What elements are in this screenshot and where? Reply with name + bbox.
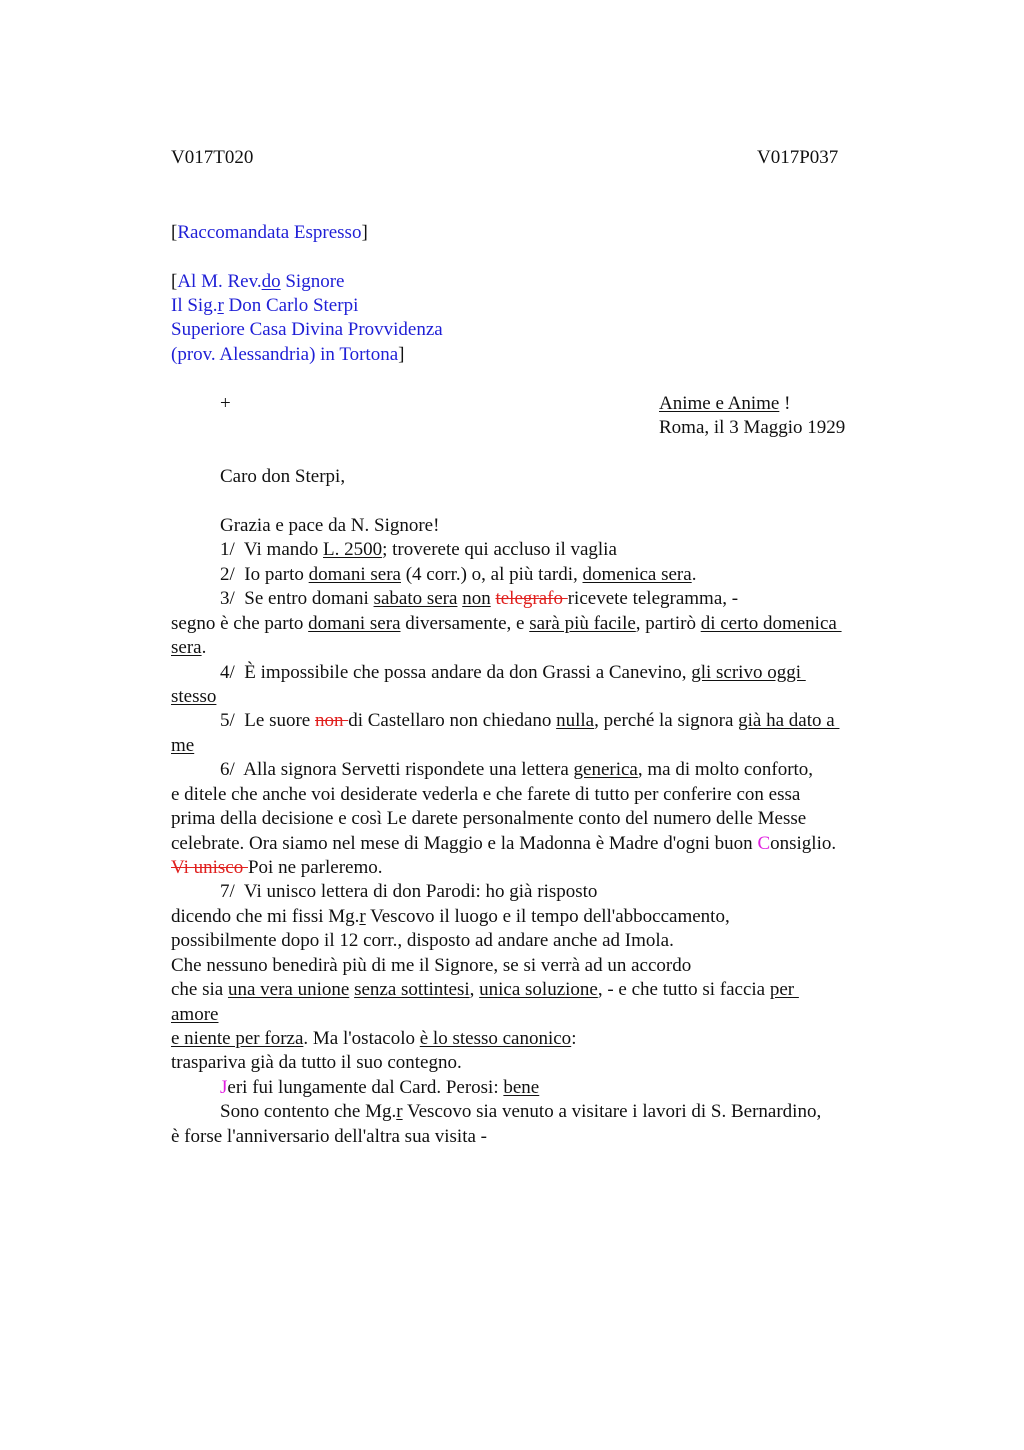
archive-code-right: V017P037	[757, 147, 839, 168]
paragraph-bernardino-line-1: Sono contento che Mg.r Vescovo sia venuto a visitare i lavori di S. Bernardino,	[220, 1101, 822, 1122]
address-line-4: (prov. Alessandria) in Tortona]	[171, 344, 405, 365]
cross-sign: +	[220, 393, 231, 414]
point-7-line-1: 7/ Vi unisco lettera di don Parodi: ho già risposto	[220, 881, 598, 902]
envelope-type: [Raccomandata Espresso]	[171, 222, 368, 243]
point-5-line-2: me	[171, 735, 195, 756]
point-6-line-5: Vi unisco Poi ne parleremo.	[171, 857, 383, 878]
point-7-line-4: Che nessuno benedirà più di me il Signore, se si verrà ad un accordo	[171, 955, 692, 976]
point-5-line-1: 5/ Le suore non di Castellaro non chiedano nulla, perché la signora già ha dato a	[220, 710, 840, 731]
archive-code-left: V017T020	[171, 147, 254, 168]
point-6-line-2: e ditele che anche voi desiderate vederla e che farete di tutto per conferire con essa	[171, 784, 801, 805]
greeting: Grazia e pace da N. Signore!	[220, 515, 440, 536]
deleted-word: telegrafo	[495, 588, 568, 609]
point-6-line-1: 6/ Alla signora Servetti rispondete una lettera generica, ma di molto conforto,	[220, 759, 814, 780]
place-date: Roma, il 3 Maggio 1929	[659, 417, 846, 438]
point-3-line-1: 3/ Se entro domani sabato sera non telegrafo ricevete telegramma, -	[220, 588, 739, 609]
point-6-line-4: celebrate. Ora siamo nel mese di Maggio e la Madonna è Madre d'ogni buon Consiglio.	[171, 833, 837, 854]
point-7-line-7: e niente per forza. Ma l'ostacolo è lo stesso canonico:	[171, 1028, 577, 1049]
salutation: Caro don Sterpi,	[220, 466, 346, 487]
point-4-line-2: stesso	[171, 686, 217, 707]
deleted-phrase: Vi unisco	[171, 857, 248, 878]
point-7-line-3: possibilmente dopo il 12 corr., disposto ad andare anche ad Imola.	[171, 930, 674, 951]
point-7-line-8: traspariva già da tutto il suo contegno.	[171, 1052, 462, 1073]
point-7-line-6: amore	[171, 1004, 219, 1025]
point-7-line-5: che sia una vera unione senza sottintesi, unica soluzione, - e che tutto si faccia per	[171, 979, 799, 1000]
deleted-word: non	[314, 710, 349, 731]
point-7-line-2: dicendo che mi fissi Mg.r Vescovo il luogo e il tempo dell'abboccamento,	[171, 906, 730, 927]
point-4-line-1: 4/ È impossibile che possa andare da don Grassi a Canevino, gli scrivo oggi	[220, 662, 806, 683]
paragraph-bernardino-line-2: è forse l'anniversario dell'altra sua visita -	[171, 1126, 488, 1147]
point-1: 1/ Vi mando L. 2500; troverete qui accluso il vaglia	[220, 539, 617, 560]
motto: Anime e Anime !	[659, 393, 791, 414]
point-3-line-2: segno è che parto domani sera diversamente, e sarà più facile, partirò di certo domenica	[171, 613, 842, 634]
address-line-3: Superiore Casa Divina Provvidenza	[171, 319, 443, 340]
paragraph-perosi: Jeri fui lungamente dal Card. Perosi: bene	[220, 1077, 540, 1098]
address-line-1: [Al M. Rev.do Signore	[171, 271, 345, 292]
point-2: 2/ Io parto domani sera (4 corr.) o, al più tardi, domenica sera.	[220, 564, 697, 585]
point-3-line-3: sera.	[171, 637, 207, 658]
point-6-line-3: prima della decisione e così Le darete personalmente conto del numero delle Messe	[171, 808, 807, 829]
address-line-2: Il Sig.r Don Carlo Sterpi	[171, 295, 359, 316]
